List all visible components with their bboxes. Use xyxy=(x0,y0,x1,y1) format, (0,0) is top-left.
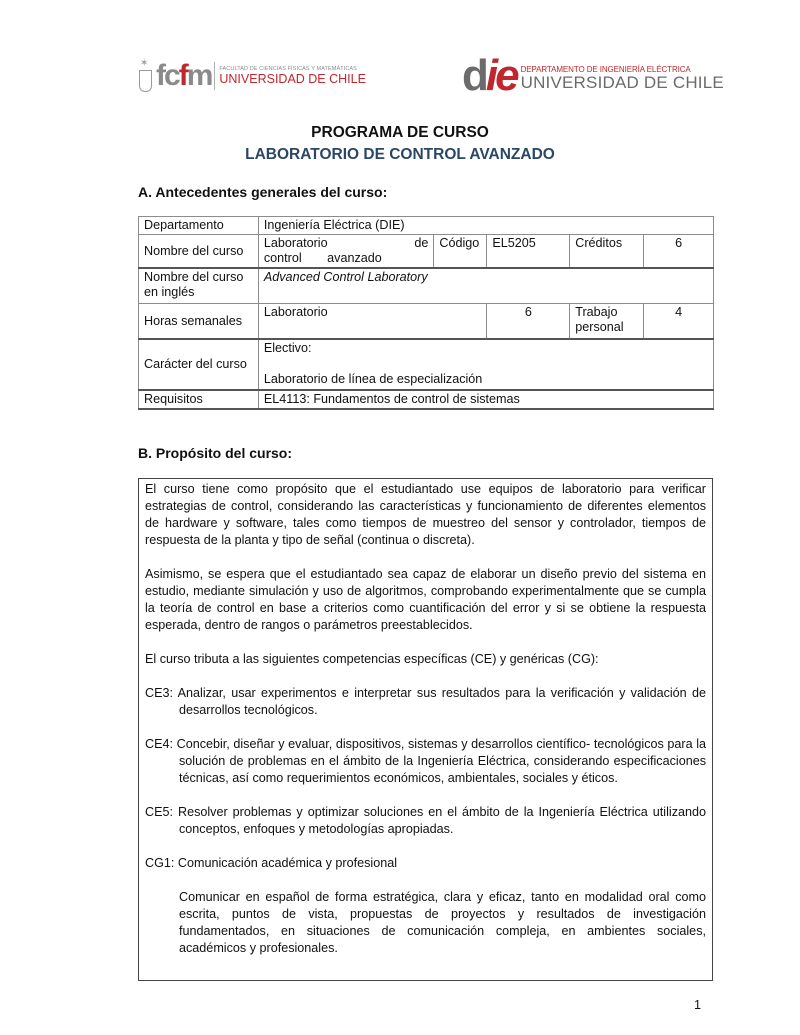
die-university-name: UNIVERSIDAD DE CHILE xyxy=(520,72,724,92)
caracter-line: Laboratorio de línea de especialización xyxy=(263,372,483,386)
laboratorio-hours: 6 xyxy=(487,304,570,340)
requisitos-value: EL4113: Fundamentos de control de sistemas xyxy=(258,390,713,409)
nombre-label: Nombre del curso xyxy=(139,235,259,269)
purpose-box xyxy=(138,478,713,981)
section-b-heading: B. Propósito del curso: xyxy=(138,445,293,461)
competency-item xyxy=(145,804,706,838)
fcfm-university-name: UNIVERSIDAD DE CHILE xyxy=(219,72,366,86)
competency-text: Analizar, usar experimentos e interpretar sus resultados para la verificación y validación de desarrollos tecnológicos. xyxy=(177,686,706,717)
fcfm-faculty-name: FACULTAD DE CIENCIAS FÍSICAS Y MATEMÁTICAS xyxy=(219,66,357,72)
caracter-value xyxy=(258,339,713,390)
table-row-horas xyxy=(139,304,714,340)
table-row-nombre xyxy=(139,235,714,269)
logo-divider xyxy=(214,62,215,90)
codigo-value: EL5205 xyxy=(487,235,570,269)
competency-code: CE3: xyxy=(145,686,173,700)
requisitos-label: Requisitos xyxy=(139,390,259,409)
competency-code: CE4: xyxy=(145,737,173,751)
competencies-intro: El curso tributa a las siguientes competencias específicas (CE) y genéricas (CG): xyxy=(145,652,599,666)
departamento-label: Departamento xyxy=(139,217,259,235)
competency-code: CE5: xyxy=(145,805,173,819)
caracter-label: Carácter del curso xyxy=(139,339,259,390)
table-row-caracter xyxy=(139,339,714,390)
competency-code: CG1: xyxy=(145,856,175,870)
laboratorio-label: Laboratorio xyxy=(258,304,487,340)
codigo-label: Código xyxy=(434,235,487,269)
fcfm-wordmark: fcfm xyxy=(156,59,212,92)
cg1-description: Comunicar en español de forma estratégica, clara y eficaz, tanto en modalidad oral como escrita, puntos de vista, propuestas de proyectos y resultados de investigación fundamentados, en situaciones de comunicación compleja, en ambientes sociales, académicos y profesionales. xyxy=(179,890,706,955)
creditos-value: 6 xyxy=(644,235,714,269)
document-title: PROGRAMA DE CURSO xyxy=(311,124,489,141)
die-wordmark: die xyxy=(462,51,517,100)
departamento-value: Ingeniería Eléctrica (DIE) xyxy=(258,217,713,235)
die-logo xyxy=(462,51,724,100)
caracter-type: Electivo: xyxy=(263,341,312,355)
competency-item xyxy=(145,736,706,787)
page-number: 1 xyxy=(694,998,702,1012)
purpose-paragraph: El curso tiene como propósito que el estudiantado use equipos de laboratorio para verificar estrategias de control, considerando las características y funcionamiento de diferentes elementos de hardware y software, tales como tiempos de muestreo del sensor y controlador, tiempos de respuesta de la planta y tipo de señal (continua o discreta). xyxy=(145,482,706,547)
competency-item xyxy=(145,685,706,719)
competency-item xyxy=(145,855,706,872)
table-row-nombre-ingles xyxy=(139,268,714,304)
competency-text: Comunicación académica y profesional xyxy=(177,856,398,870)
horas-label: Horas semanales xyxy=(139,304,259,340)
nombre-ingles-value: Advanced Control Laboratory xyxy=(258,268,713,304)
creditos-label: Créditos xyxy=(570,235,644,269)
section-a-heading: A. Antecedentes generales del curso: xyxy=(138,184,388,200)
competency-text: Concebir, diseñar y evaluar, dispositivos, sistemas y desarrollos científico- tecnológicos para la solución de problemas en el ámbito de la Ingeniería Eléctrica, considerando especificaciones técnicas, así como requerimientos económicos, ambientales, sociales y éticos. xyxy=(176,737,706,785)
course-title: LABORATORIO DE CONTROL AVANZADO xyxy=(245,146,555,163)
table-row-requisitos xyxy=(139,390,714,409)
fcfm-logo xyxy=(138,56,366,96)
course-info-table xyxy=(138,216,714,410)
purpose-paragraph: Asimismo, se espera que el estudiantado sea capaz de elaborar un diseño previo del sistema en estudio, mediante simulación y uso de algoritmos, comprobando experimentalmente que se cumpla la teoría de control en base a criterios como cuantificación del error y si se obtiene la respuesta esperada, dentro de rangos o parámetros preestablecidos. xyxy=(145,567,706,632)
competency-text: Resolver problemas y optimizar soluciones en el ámbito de la Ingeniería Eléctrica utilizando conceptos, enfoques y metodologías apropiadas. xyxy=(177,805,707,836)
nombre-value: Laboratorio de control avanzado xyxy=(258,235,434,269)
table-row-departamento xyxy=(139,217,714,235)
trabajo-personal-hours: 4 xyxy=(644,304,714,340)
die-department-name: DEPARTAMENTO DE INGENIERÍA ELÉCTRICA xyxy=(520,64,691,74)
nombre-ingles-label: Nombre del curso en inglés xyxy=(139,268,259,304)
university-crest-icon: ✶ xyxy=(138,59,152,93)
trabajo-personal-label: Trabajo personal xyxy=(570,304,644,340)
